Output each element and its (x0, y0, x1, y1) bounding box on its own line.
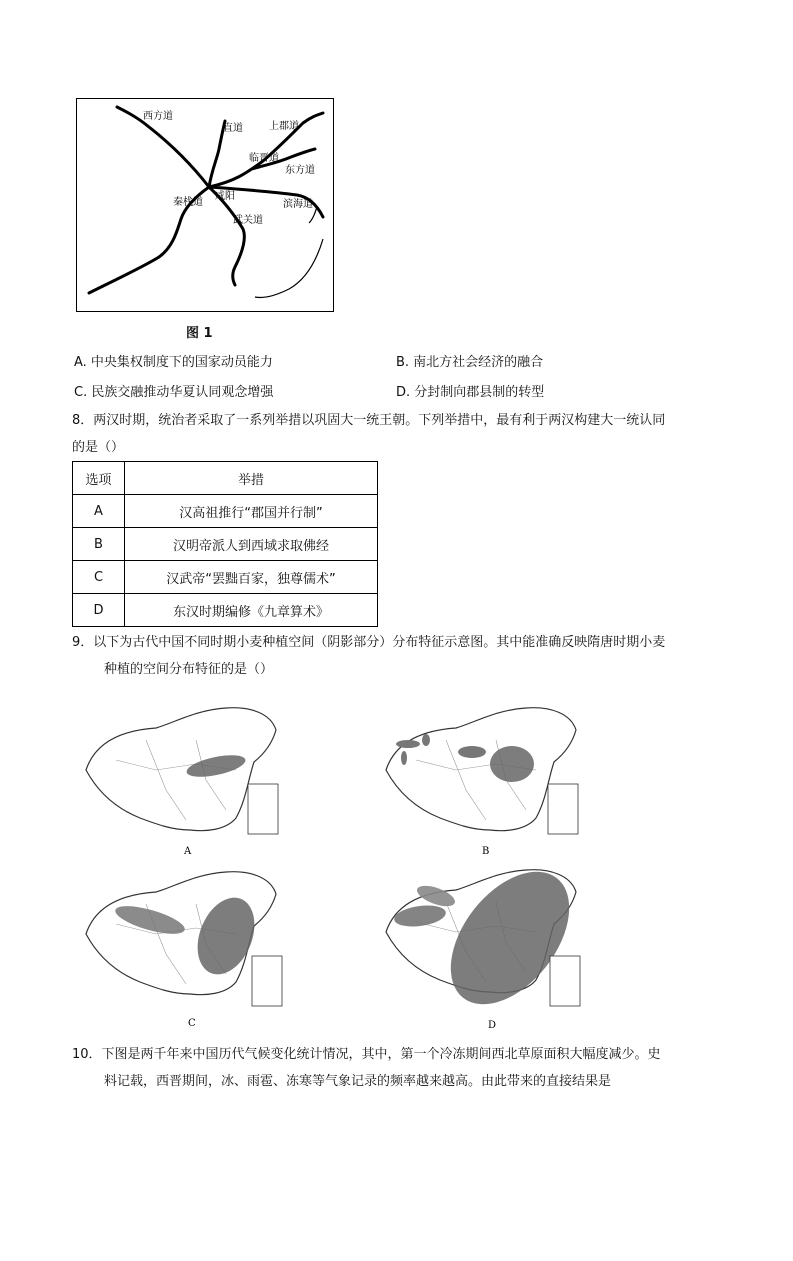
table-row (73, 528, 378, 561)
table-cell-option: D (73, 594, 125, 627)
table-cell-option: A (73, 495, 125, 528)
table-cell-option: C (73, 561, 125, 594)
q7-option-a: A. 中央集权制度下的国家动员能力 (74, 355, 273, 370)
label-qinzhan-road: 秦栈道 (173, 197, 203, 208)
table-row (73, 495, 378, 528)
table-cell-measure: 汉武帝“罢黜百家，独尊儒术” (125, 561, 378, 594)
q7-option-d: D. 分封制向郡县制的转型 (396, 385, 545, 400)
figure-1-map (76, 98, 334, 312)
q8-stem-line2: 的是（） (72, 440, 125, 455)
figure-1-caption: 图 1 (186, 326, 213, 341)
qin-roads-map (77, 99, 333, 311)
label-linjin-road: 临晋道 (249, 153, 279, 164)
table-header-row (73, 462, 378, 495)
q9-stem-line2: 种植的空间分布特征的是（） (104, 662, 274, 677)
table-header-option: 选项 (73, 462, 125, 495)
label-zhizhi-road: 直道 (223, 123, 243, 134)
table-header-measure: 举措 (125, 462, 378, 495)
map-a (76, 700, 286, 860)
table-row (73, 561, 378, 594)
map-c (76, 864, 286, 1034)
label-xifang-road: 西方道 (143, 111, 173, 122)
table-cell-measure: 汉明帝派人到西域求取佛经 (125, 528, 378, 561)
map-a-label: A (184, 846, 192, 857)
q9-stem-line1: 9．以下为古代中国不同时期小麦种植空间（阴影部分）分布特征示意图。其中能准确反映隋唐时期小麦 (72, 635, 666, 650)
table-cell-option: B (73, 528, 125, 561)
map-d (376, 852, 586, 1034)
label-dongfang-road: 东方道 (285, 165, 315, 176)
map-d-label: D (488, 1020, 497, 1031)
q7-option-c: C. 民族交融推动华夏认同观念增强 (74, 385, 274, 400)
label-wuguan-road: 武关道 (233, 215, 263, 226)
label-shangjun-road: 上郡道 (269, 121, 299, 132)
q10-stem-line2: 料记载，西晋期间，冰、雨雹、冻寒等气象记录的频率越来越高。由此带来的直接结果是 (104, 1074, 612, 1089)
label-xianyang: 咸阳 (215, 191, 235, 202)
table-row (73, 594, 378, 627)
map-c-label: C (188, 1018, 196, 1029)
map-b-label: B (482, 846, 490, 857)
q8-stem-line1: 8．两汉时期，统治者采取了一系列举措以巩固大一统王朝。下列举措中，最有利于两汉构建大一统认同 (72, 413, 666, 428)
label-binhai-road: 滨海道 (283, 199, 313, 210)
q7-option-b: B. 南北方社会经济的融合 (396, 355, 544, 370)
q10-stem-line1: 10．下图是两千年来中国历代气候变化统计情况，其中，第一个冷冻期间西北草原面积大幅度减少。史 (72, 1047, 661, 1062)
map-b (376, 700, 586, 860)
table-cell-measure: 汉高祖推行“郡国并行制” (125, 495, 378, 528)
table-cell-measure: 东汉时期编修《九章算术》 (125, 594, 378, 627)
q8-measures-table (72, 461, 378, 627)
